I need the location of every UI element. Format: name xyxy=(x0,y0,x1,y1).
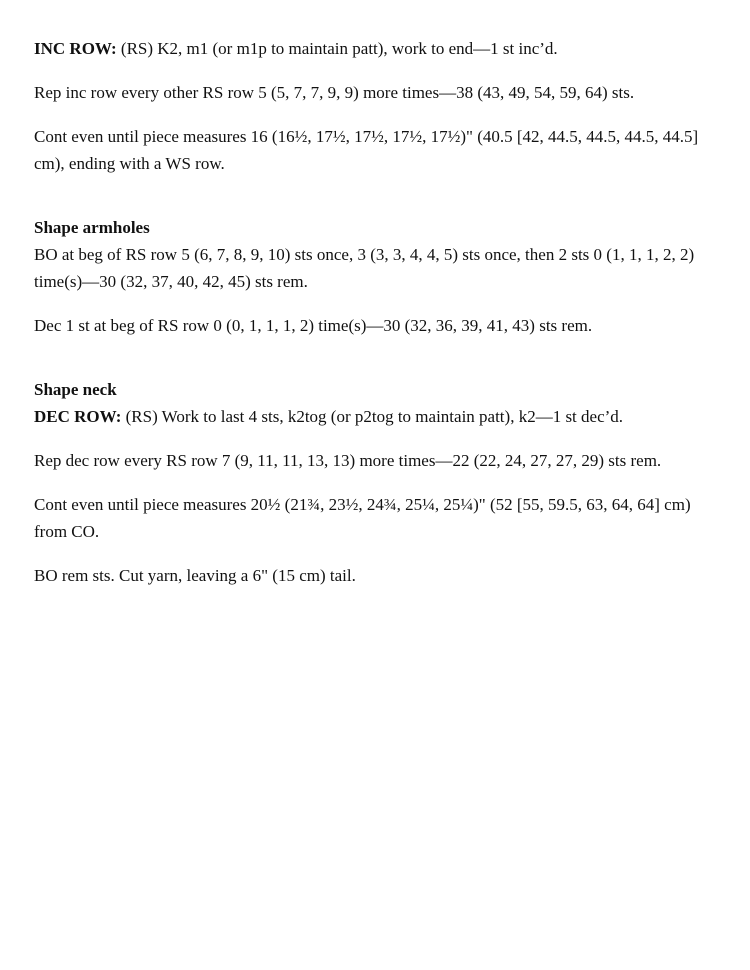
inc-row-paragraph xyxy=(34,35,724,62)
dec-row-text: (RS) Work to last 4 sts, k2tog (or p2tog to maintain patt), k2—1 st dec’d. xyxy=(121,407,624,426)
armholes-heading: Shape armholes xyxy=(34,218,150,237)
neck-heading: Shape neck xyxy=(34,380,117,399)
dec-row-paragraph xyxy=(34,403,724,430)
dec-row-label: DEC ROW: xyxy=(34,407,122,426)
pattern-document xyxy=(34,35,724,589)
inc-row-label: INC ROW: xyxy=(34,39,117,58)
armholes-bo-paragraph: BO at beg of RS row 5 (6, 7, 8, 9, 10) sts once, 3 (3, 3, 4, 4, 5) sts once, then 2 sts 0 (1, 1, 1, 2, 2) time(s)—30 (32, 37, 40, 42, 45) sts rem. xyxy=(34,245,695,291)
rep-dec-paragraph: Rep dec row every RS row 7 (9, 11, 11, 13, 13) more times—22 (22, 24, 27, 27, 29) sts rem. xyxy=(34,451,662,470)
rep-inc-paragraph: Rep inc row every other RS row 5 (5, 7, 7, 9, 9) more times—38 (43, 49, 54, 59, 64) sts. xyxy=(34,83,635,102)
cont-even-neck-paragraph: Cont even until piece measures 20½ (21¾, 23½, 24¾, 25¼, 25¼)" (52 [55, 59.5, 63, 64, 64] cm) from CO. xyxy=(34,495,691,541)
inc-row-text: (RS) K2, m1 (or m1p to maintain patt), work to end—1 st inc’d. xyxy=(116,39,558,58)
bo-rem-paragraph: BO rem sts. Cut yarn, leaving a 6" (15 cm) tail. xyxy=(34,566,356,585)
armholes-dec-paragraph: Dec 1 st at beg of RS row 0 (0, 1, 1, 1, 2) time(s)—30 (32, 36, 39, 41, 43) sts rem. xyxy=(34,316,593,335)
cont-even-paragraph: Cont even until piece measures 16 (16½, 17½, 17½, 17½, 17½)" (40.5 [42, 44.5, 44.5, 44.5, 44.5] cm), ending with a WS row. xyxy=(34,127,699,173)
